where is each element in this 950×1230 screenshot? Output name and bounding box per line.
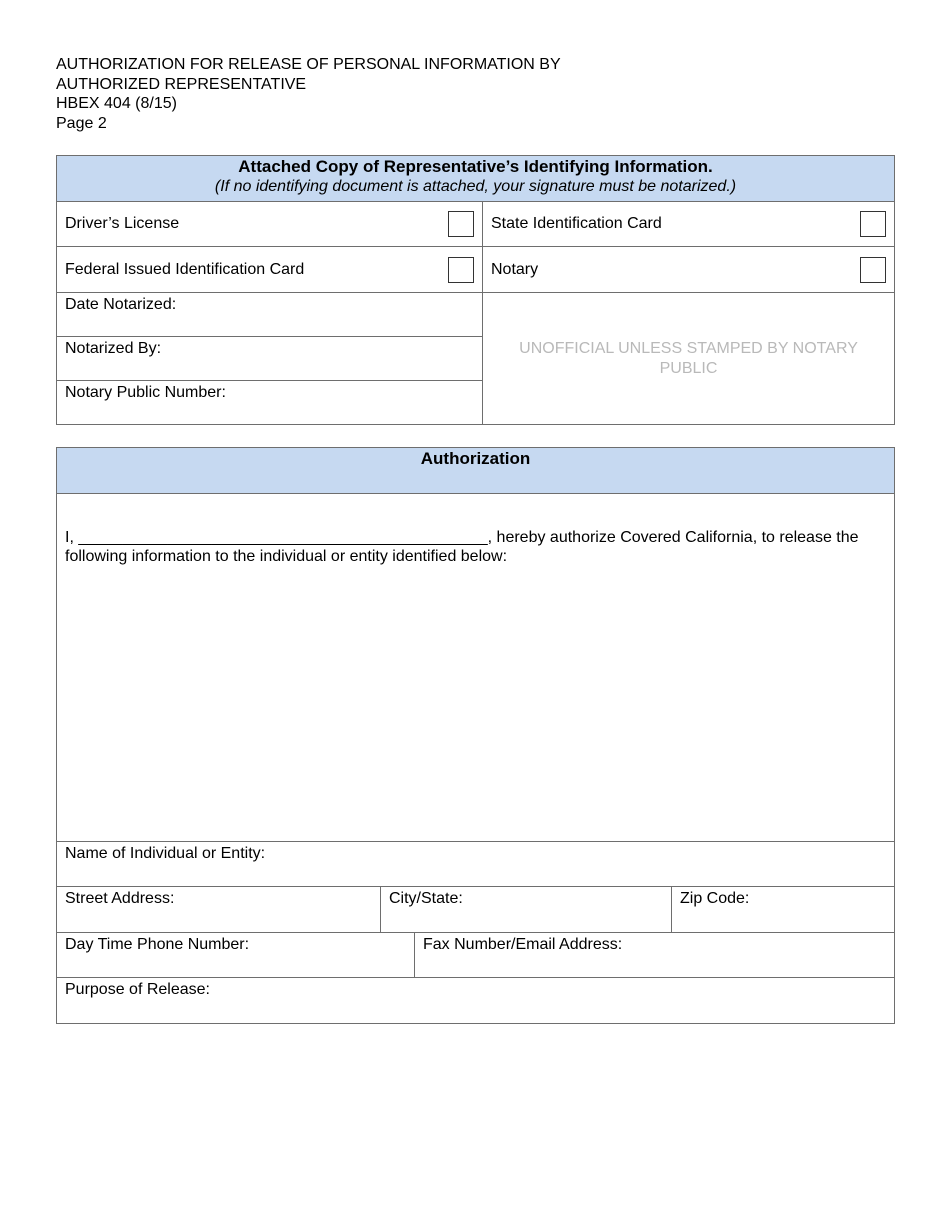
phone-field[interactable] (57, 933, 415, 978)
page-number: Page 2 (56, 114, 107, 132)
drivers-license-option[interactable] (57, 202, 483, 247)
authorization-header (57, 448, 895, 494)
drivers-license-label: Driver’s License (65, 215, 180, 232)
state-id-label: State Identification Card (491, 215, 662, 232)
identifying-info-subtitle: (If no identifying document is attached, your signature must be notarized.) (214, 178, 737, 195)
document-header (56, 55, 561, 133)
notary-checkbox[interactable] (860, 257, 886, 283)
city-state-field[interactable] (381, 887, 672, 933)
identifying-info-header (57, 156, 895, 202)
city-state-label: City/State: (389, 890, 463, 907)
notary-stamp-area (483, 293, 895, 425)
notary-number-field[interactable] (57, 381, 483, 425)
date-notarized-label: Date Notarized: (65, 296, 177, 313)
state-id-checkbox[interactable] (860, 211, 886, 237)
header-title-line-2: AUTHORIZED REPRESENTATIVE (56, 75, 307, 93)
date-notarized-field[interactable] (57, 293, 483, 337)
authorization-table (56, 447, 895, 1024)
purpose-label: Purpose of Release: (65, 981, 210, 998)
identifying-info-table (56, 155, 895, 425)
federal-id-checkbox[interactable] (448, 257, 474, 283)
drivers-license-checkbox[interactable] (448, 211, 474, 237)
fax-email-field[interactable] (415, 933, 895, 978)
fax-email-label: Fax Number/Email Address: (423, 936, 623, 953)
street-address-field[interactable] (57, 887, 381, 933)
street-address-label: Street Address: (65, 890, 175, 907)
name-field[interactable] (57, 842, 895, 887)
zip-code-label: Zip Code: (680, 890, 750, 907)
phone-label: Day Time Phone Number: (65, 936, 250, 953)
header-title-line-1: AUTHORIZATION FOR RELEASE OF PERSONAL INFORMATION BY (56, 56, 561, 73)
state-id-option[interactable] (483, 202, 895, 247)
notary-number-label: Notary Public Number: (65, 384, 226, 401)
notary-label: Notary (491, 260, 539, 278)
notarized-by-field[interactable] (57, 337, 483, 381)
federal-id-option[interactable] (57, 247, 483, 293)
authorization-statement: I, ______________________________________________, hereby authorize Covered California, to release the following information to the individual or entity identified below: (65, 529, 859, 565)
federal-id-label: Federal Issued Identification Card (65, 260, 305, 278)
authorization-title: Authorization (420, 449, 531, 468)
authorization-statement-area[interactable] (57, 494, 895, 842)
notary-stamp-notice: UNOFFICIAL UNLESS STAMPED BY NOTARY PUBLIC (519, 339, 858, 377)
zip-code-field[interactable] (672, 887, 895, 933)
identifying-info-title: Attached Copy of Representative’s Identifying Information. (238, 157, 713, 176)
notary-option[interactable] (483, 247, 895, 293)
purpose-field[interactable] (57, 978, 895, 1024)
form-number: HBEX 404 (8/15) (56, 95, 177, 112)
notarized-by-label: Notarized By: (65, 340, 162, 357)
name-label: Name of Individual or Entity: (65, 845, 266, 862)
